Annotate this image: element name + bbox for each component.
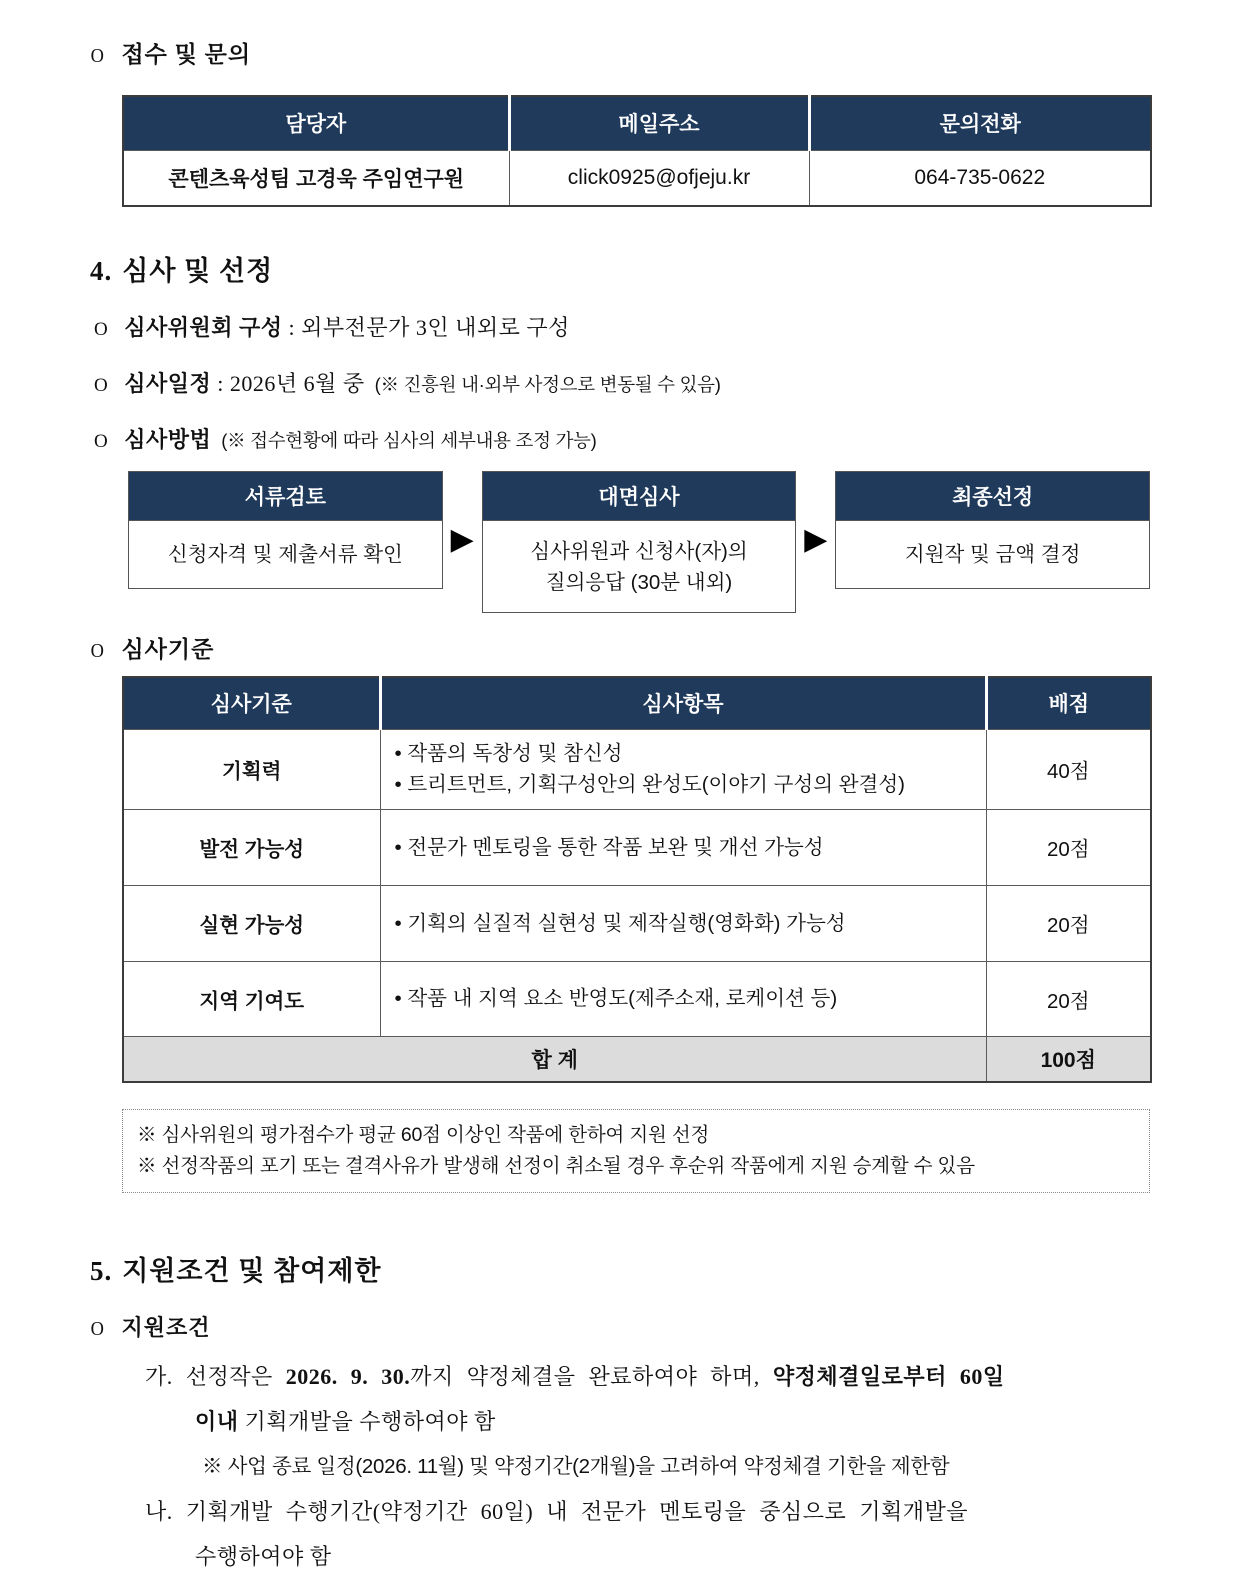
contact-table-row [123, 150, 1151, 206]
criteria-col-header-criterion: 심사기준 [123, 677, 380, 729]
flow-step-body: 심사위원과 신청사(자)의 [530, 539, 748, 563]
criterion-cell: 기획력 [123, 729, 380, 809]
reception-heading-label: 접수 및 문의 [121, 42, 252, 67]
flow-step-title: 서류검토 [129, 472, 442, 520]
contact-col-header-phone: 문의전화 [809, 96, 1151, 150]
criterion-item: • 작품의 독창성 및 참신성 [394, 742, 623, 765]
arrow-right-icon: ▶ [804, 523, 828, 556]
contact-table [122, 95, 1152, 207]
criterion-item: • 트리트먼트, 기획구성안의 완성도(이야기 구성의 완결성) [394, 773, 905, 796]
criterion-cell: 지역 기여도 [123, 961, 380, 1036]
flow-step-document-review [128, 471, 443, 589]
criteria-total-row [123, 1036, 1151, 1082]
criteria-heading [90, 635, 1150, 666]
flow-step-title: 대면심사 [483, 472, 796, 520]
points-cell: 20점 [986, 809, 1151, 885]
method-text [211, 427, 217, 452]
total-label-cell: 합 계 [123, 1036, 986, 1082]
criterion-cell: 실현 가능성 [123, 885, 380, 961]
section5-title-label: 지원조건 및 참여제한 [122, 1256, 382, 1286]
circle-bullet-icon: O [94, 375, 109, 396]
criteria-col-header-points: 배점 [986, 677, 1151, 729]
condition-ga-note: ※ 사업 종료 일정(2026. 11월) 및 약정기간(2개월)을 고려하여 약정체결 기한을 제한함 [202, 1455, 950, 1478]
criteria-col-header-items: 심사항목 [380, 677, 986, 729]
criterion-item: • 기획의 실질적 실현성 및 제작실행(영화화) 가능성 [394, 911, 846, 935]
circle-bullet-icon: O [90, 640, 105, 662]
reception-heading [90, 40, 1150, 71]
conditions-paragraphs [90, 1354, 1150, 1570]
contact-table-header-row [123, 96, 1151, 150]
section4-number: 4. [90, 256, 113, 286]
committee-label: 심사위원회 구성 [124, 315, 283, 340]
criterion-item: • 전문가 멘토링을 통한 작품 보완 및 개선 가능성 [394, 835, 824, 859]
committee-text: : 외부전문가 3인 내외로 구성 [282, 315, 570, 340]
section5-number: 5. [90, 1256, 113, 1286]
review-process-diagram [128, 471, 1150, 613]
contact-email-cell: click0925@ofjeju.kr [509, 150, 809, 206]
criteria-note: ※ 심사위원의 평가점수가 평균 60점 이상인 작품에 한하여 지원 선정 [137, 1124, 710, 1146]
criterion-cell: 발전 가능성 [123, 809, 380, 885]
criteria-header-row [123, 677, 1151, 729]
committee-line [94, 313, 1150, 345]
condition-na-line2: 수행하여야 함 [195, 1544, 332, 1569]
criteria-table [122, 676, 1152, 1083]
method-label: 심사방법 [124, 427, 212, 452]
contact-col-header-email: 메일주소 [509, 96, 809, 150]
criteria-row-development [123, 809, 1151, 885]
circle-bullet-icon: O [94, 431, 109, 452]
conditions-heading [90, 1313, 1150, 1344]
flow-step-final-selection [835, 471, 1150, 589]
method-line [94, 425, 1150, 457]
schedule-line [94, 369, 1150, 401]
points-cell: 20점 [986, 961, 1151, 1036]
flow-step-interview [482, 471, 797, 613]
criteria-row-regional [123, 961, 1151, 1036]
contact-col-header-manager: 담당자 [123, 96, 509, 150]
section5-title [90, 1253, 1150, 1289]
flow-step-title: 최종선정 [836, 472, 1149, 520]
section4-title-label: 심사 및 선정 [122, 256, 274, 286]
points-cell: 40점 [986, 729, 1151, 809]
condition-na-line1: 나. 기획개발 수행기간(약정기간 60일) 내 전문가 멘토링을 중심으로 기획개발을 [145, 1499, 968, 1524]
section4-title [90, 253, 1150, 289]
total-points-cell: 100점 [986, 1036, 1151, 1082]
condition-ga-line1: 가. 선정작은 2026. 9. 30.까지 약정체결을 완료하여야 하며, 약정체결일로부터 60일 [145, 1364, 1005, 1389]
points-cell: 20점 [986, 885, 1151, 961]
schedule-note: (※ 진흥원 내·외부 사정으로 변동될 수 있음) [374, 374, 721, 395]
method-note: (※ 접수현황에 따라 심사의 세부내용 조정 가능) [221, 430, 597, 451]
arrow-right-icon: ▶ [450, 523, 474, 556]
criteria-row-feasibility [123, 885, 1151, 961]
circle-bullet-icon: O [94, 319, 109, 340]
contact-phone-cell: 064-735-0622 [809, 150, 1151, 206]
criteria-notes-box [122, 1109, 1150, 1193]
condition-ga-line2: 이내 기획개발을 수행하여야 함 [195, 1409, 496, 1434]
contact-manager-cell: 콘텐츠육성팀 고경욱 주임연구원 [123, 150, 509, 206]
schedule-label: 심사일정 [124, 371, 212, 396]
circle-bullet-icon: O [90, 45, 105, 67]
conditions-heading-label: 지원조건 [121, 1315, 211, 1340]
criteria-row-planning [123, 729, 1151, 809]
schedule-text: : 2026년 6월 중 [211, 371, 371, 396]
criterion-item: • 작품 내 지역 요소 반영도(제주소재, 로케이션 등) [394, 987, 838, 1010]
flow-step-body: 질의응답 (30분 내외) [545, 570, 733, 594]
criteria-note: ※ 선정작품의 포기 또는 결격사유가 발생해 선정이 취소될 경우 후순위 작품에게 지원 승계할 수 있음 [137, 1155, 975, 1177]
flow-step-body: 지원작 및 금액 결정 [904, 543, 1081, 566]
criteria-heading-label: 심사기준 [121, 637, 215, 662]
flow-step-body: 신청자격 및 제출서류 확인 [167, 543, 403, 566]
circle-bullet-icon: O [90, 1318, 105, 1340]
